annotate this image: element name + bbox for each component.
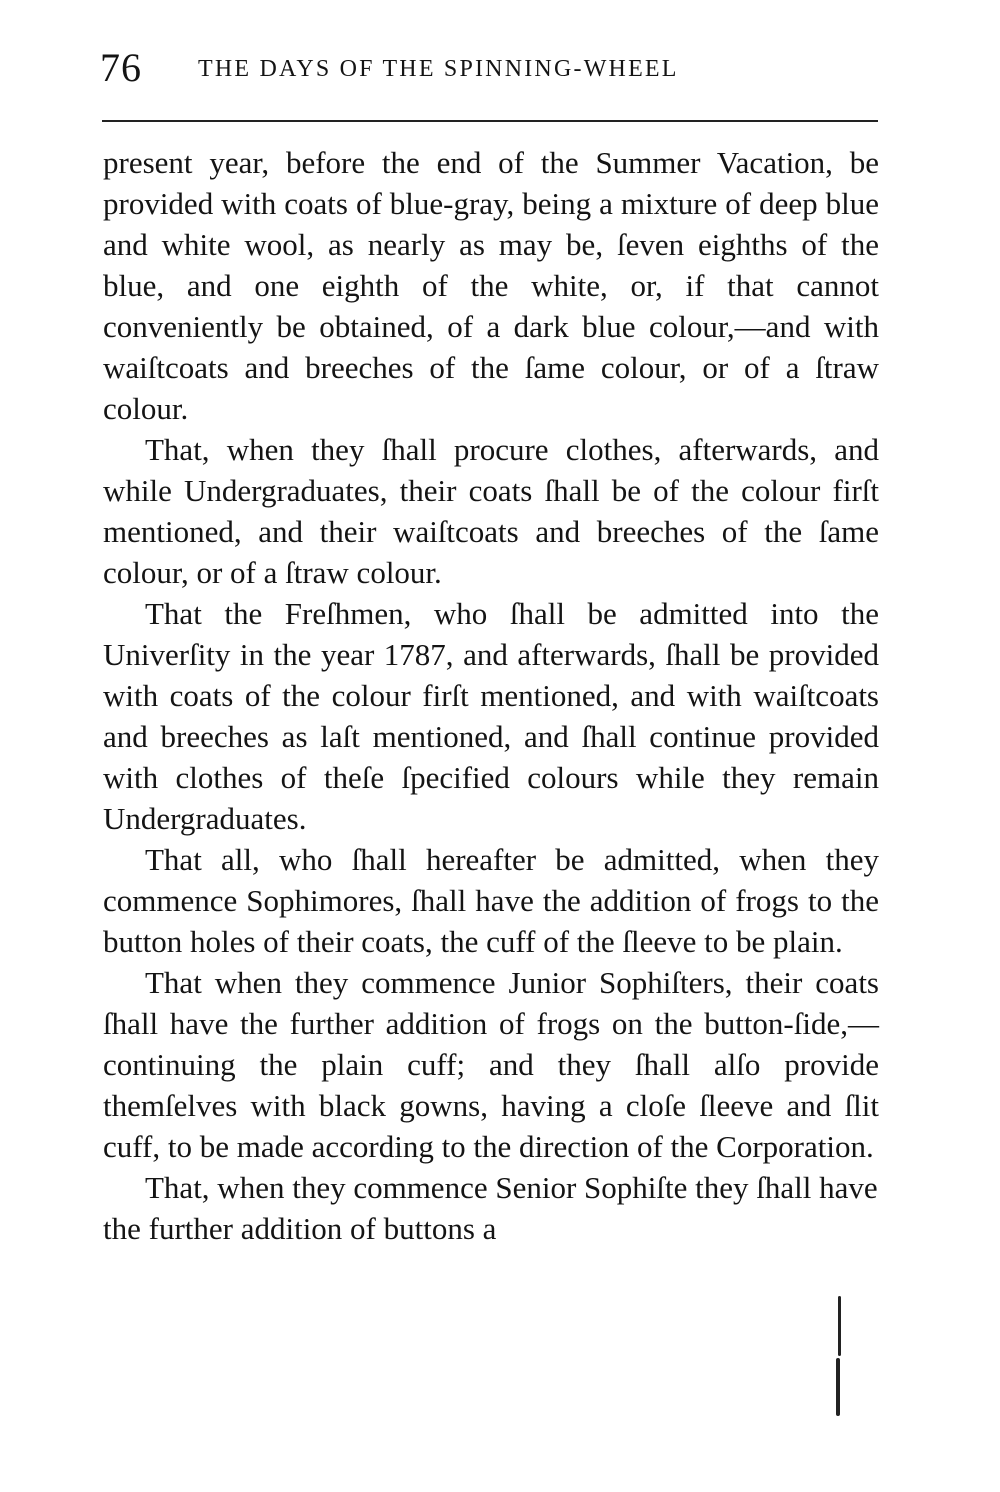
paragraph-2: That, when they ſhall procure clothes, afterwards, and while Undergraduates, their coats ſhall be of the colour firſt mentioned, and their waiſtcoats and breeches of the ſame colour, or of a ſtraw colour. — [103, 432, 879, 590]
margin-ink-mark — [826, 1296, 846, 1426]
paragraph-1: present year, before the end of the Summer Vacation, be provided with coats of blue-gray, being a mixture of deep blue and white wool, as nearly as may be, ſeven eighths of the blue, and one eighth of the white, or, if that cannot conveniently be obtained, of a dark blue colour,—and with waiſtcoats and breeches of the ſame colour, or of a ſtraw colour. — [103, 145, 879, 426]
header-rule — [102, 120, 878, 122]
paragraph-6: That, when they commence Senior Sophiſte they ſhall have the further addition of buttons a — [103, 1170, 878, 1246]
body-text — [103, 142, 879, 1249]
page-number: 76 — [100, 45, 142, 90]
page-header — [100, 44, 880, 94]
paragraph-3: That the Freſhmen, who ſhall be admitted into the Univerſity in the year 1787, and afterwards, ſhall be provided with coats of the colour firſt mentioned, and with waiſtcoats and breeches as laſt mentioned, and ſhall continue provided with clothes of theſe ſpecified colours while they remain Undergraduates. — [103, 596, 879, 836]
paragraph-5: That when they commence Junior Sophiſters, their coats ſhall have the further addition of frogs on the button-ſide,—continuing the plain cuff; and they ſhall alſo provide themſelves with black gowns, having a cloſe ſleeve and ſlit cuff, to be made according to the direction of the Corporation. — [103, 965, 879, 1164]
paragraph-4: That all, who ſhall hereafter be admitted, when they commence Sophimores, ſhall have the addition of frogs to the button holes of their coats, the cuff of the ſleeve to be plain. — [103, 842, 879, 959]
running-head: THE DAYS OF THE SPINNING-WHEEL — [198, 56, 679, 82]
